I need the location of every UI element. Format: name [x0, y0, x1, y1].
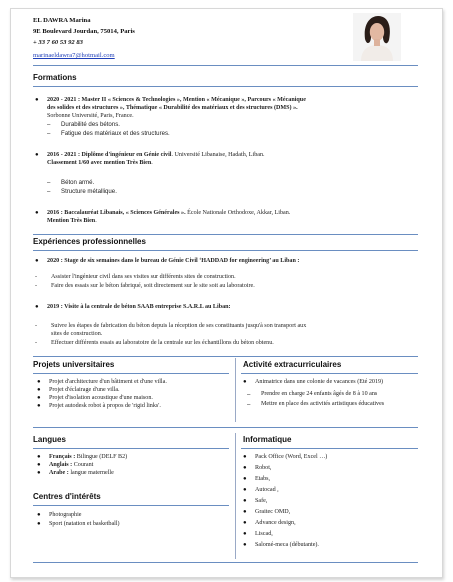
section-title-projets: Projets universitaires: [33, 360, 115, 369]
project-item: Projet d'architecture d'un bâtiment et d'une villa.: [49, 379, 167, 385]
section-title-informatique: Informatique: [243, 435, 292, 444]
section-title-interets: Centres d'intérêts: [33, 492, 101, 501]
bullet-icon: ●: [35, 304, 39, 310]
experiences-top-divider: [33, 234, 418, 235]
bullet-icon: ●: [243, 454, 247, 460]
experience-2-detail-1b: sites de construction.: [51, 331, 103, 337]
formation-3-line-1: 2016 : Baccalauréat Libanais, « Sciences Générales ». École Nationale Orthodoxe, Akkar, Liban.: [47, 210, 291, 216]
language-item: Arabe : langue maternelle: [49, 470, 114, 476]
bullet-icon: ●: [37, 470, 41, 476]
formation-3-line-2: Mention Très Bien.: [47, 218, 97, 224]
formation-1-line-1: 2020 - 2021 : Master II « Sciences & Technologies », Mention « Mécanique », Parcours « Mécanique: [47, 97, 306, 103]
activite-sub-2: Mettre en place des activités artistiques éducatives: [261, 401, 385, 407]
software-item: Autocad ,: [255, 487, 279, 493]
section-title-langues: Langues: [33, 435, 66, 444]
dash-icon: -: [35, 283, 38, 289]
dash-icon: –: [247, 401, 251, 408]
formation-1-school: Sorbonne Université, Paris, France.: [47, 113, 134, 119]
projects-top-divider: [33, 356, 418, 357]
experience-2-heading: 2019 : Visite à la centrale de béton SAAB entreprise S.A.R.L au Liban:: [47, 304, 231, 310]
dash-icon: -: [35, 274, 38, 280]
formation-1-sub-2: Fatigue des matériaux et des structures.: [61, 130, 170, 137]
dash-icon: -: [35, 323, 38, 329]
software-item: Liscad,: [255, 531, 273, 537]
phone: + 33 7 60 53 92 83: [33, 39, 83, 46]
software-item: Safe,: [255, 498, 268, 504]
dash-icon: –: [47, 179, 51, 186]
experience-2-detail-2: Effectuer différents essais au laboratoire de la centrale sur les échantillons du béton obtenu.: [51, 340, 274, 346]
software-item: Etabs,: [255, 476, 271, 482]
experiences-divider: [33, 250, 418, 251]
software-item: Pack Office (Word, Excel …): [255, 454, 328, 460]
bullet-icon: ●: [37, 403, 41, 409]
dash-icon: –: [47, 188, 51, 195]
language-item: Français : Bilingue (DELF B2): [49, 454, 128, 460]
formation-1-sub-1: Durabilité des bétons.: [61, 121, 120, 128]
bullet-icon: ●: [35, 97, 39, 103]
bullet-icon: ●: [35, 210, 39, 216]
informatique-divider: [241, 448, 418, 449]
bullet-icon: ●: [243, 509, 247, 515]
software-item: Salomé-meca (débutante).: [255, 542, 319, 548]
header-divider: [33, 65, 418, 66]
experience-2-detail-1a: Suivre les étapes de fabrication du béton depuis la réception de ses constituants jusqu'à son transport aux: [51, 323, 307, 329]
bullet-icon: ●: [35, 258, 39, 264]
formation-2-sub-1: Béton armé.: [61, 179, 95, 186]
interest-item: Photographie: [49, 512, 82, 518]
formation-2-sub-2: Structure métallique.: [61, 188, 117, 195]
dash-icon: –: [247, 391, 251, 398]
candidate-name: EL DAWRA Marina: [33, 17, 91, 24]
dash-icon: –: [47, 121, 51, 128]
project-item: Projet d'éclairage d'une villa.: [49, 387, 120, 393]
activite-divider: [241, 373, 418, 374]
formations-divider: [33, 86, 418, 87]
bullet-icon: ●: [243, 379, 247, 385]
formation-1-line-2: des solides et des structures », Thématique « Durabilité des matériaux et des structures (DMS) ».: [47, 105, 298, 111]
bullet-icon: ●: [37, 521, 41, 527]
section-title-experiences: Expériences professionnelles: [33, 237, 146, 246]
email-link[interactable]: marinaeldawra7@hotmail.com: [33, 52, 115, 59]
interest-item: Sport (natation et basketball): [49, 521, 120, 527]
footer-divider: [33, 562, 418, 563]
bottom-top-divider: [33, 427, 418, 428]
bullet-icon: ●: [243, 520, 247, 526]
bullet-icon: ●: [243, 531, 247, 537]
column-separator: [235, 433, 236, 559]
experience-1-heading: 2020 : Stage de six semaines dans le bureau de Génie Civil ‘HADDAD for engineering’ au Liban :: [47, 258, 300, 264]
project-item: Projet d'isolation acoustique d'une maison.: [49, 395, 153, 401]
cv-page: [10, 8, 443, 578]
experience-1-detail-2: Faire des essais sur le béton fabriqué, soit directement sur le site soit au laboratoire.: [51, 283, 255, 289]
formation-2-line-2: Classement 1/60 avec mention Très Bien.: [47, 160, 153, 166]
software-item: Graitec OMD,: [255, 509, 291, 515]
language-item: Anglais : Courant: [49, 462, 94, 468]
bullet-icon: ●: [37, 379, 41, 385]
section-title-formations: Formations: [33, 73, 77, 82]
bullet-icon: ●: [243, 487, 247, 493]
address: 9E Boulevard Jourdan, 75014, Paris: [33, 28, 135, 35]
langues-divider: [33, 448, 229, 449]
section-title-activite: Activité extracurriculaires: [243, 360, 342, 369]
bullet-icon: ●: [243, 498, 247, 504]
dash-icon: –: [47, 130, 51, 137]
bullet-icon: ●: [35, 152, 39, 158]
formation-2-line-1: 2016 - 2021 : Diplôme d'ingénieur en Génie civil. Université Libanaise, Hadath, Liban.: [47, 152, 265, 158]
bullet-icon: ●: [37, 462, 41, 468]
experience-1-detail-1: Assister l'ingénieur civil dans ses visites sur différents sites de construction.: [51, 274, 236, 280]
project-item: Projet autodesk robot à propos de 'rigid links'.: [49, 403, 161, 409]
profile-photo: [353, 13, 401, 61]
bullet-icon: ●: [37, 512, 41, 518]
bullet-icon: ●: [243, 476, 247, 482]
activite-item: Animatrice dans une colonie de vacances (Eté 2019): [255, 379, 384, 385]
software-item: Advance design,: [255, 520, 296, 526]
bullet-icon: ●: [37, 454, 41, 460]
software-item: Robot,: [255, 465, 272, 471]
bullet-icon: ●: [37, 395, 41, 401]
column-separator: [235, 358, 236, 422]
activite-sub-1: Prendre en charge 24 enfants âgés de 8 à 10 ans: [261, 391, 378, 397]
interets-divider: [33, 505, 229, 506]
bullet-icon: ●: [243, 465, 247, 471]
dash-icon: -: [35, 340, 38, 346]
bullet-icon: ●: [243, 542, 247, 548]
bullet-icon: ●: [37, 387, 41, 393]
projets-divider: [33, 373, 229, 374]
